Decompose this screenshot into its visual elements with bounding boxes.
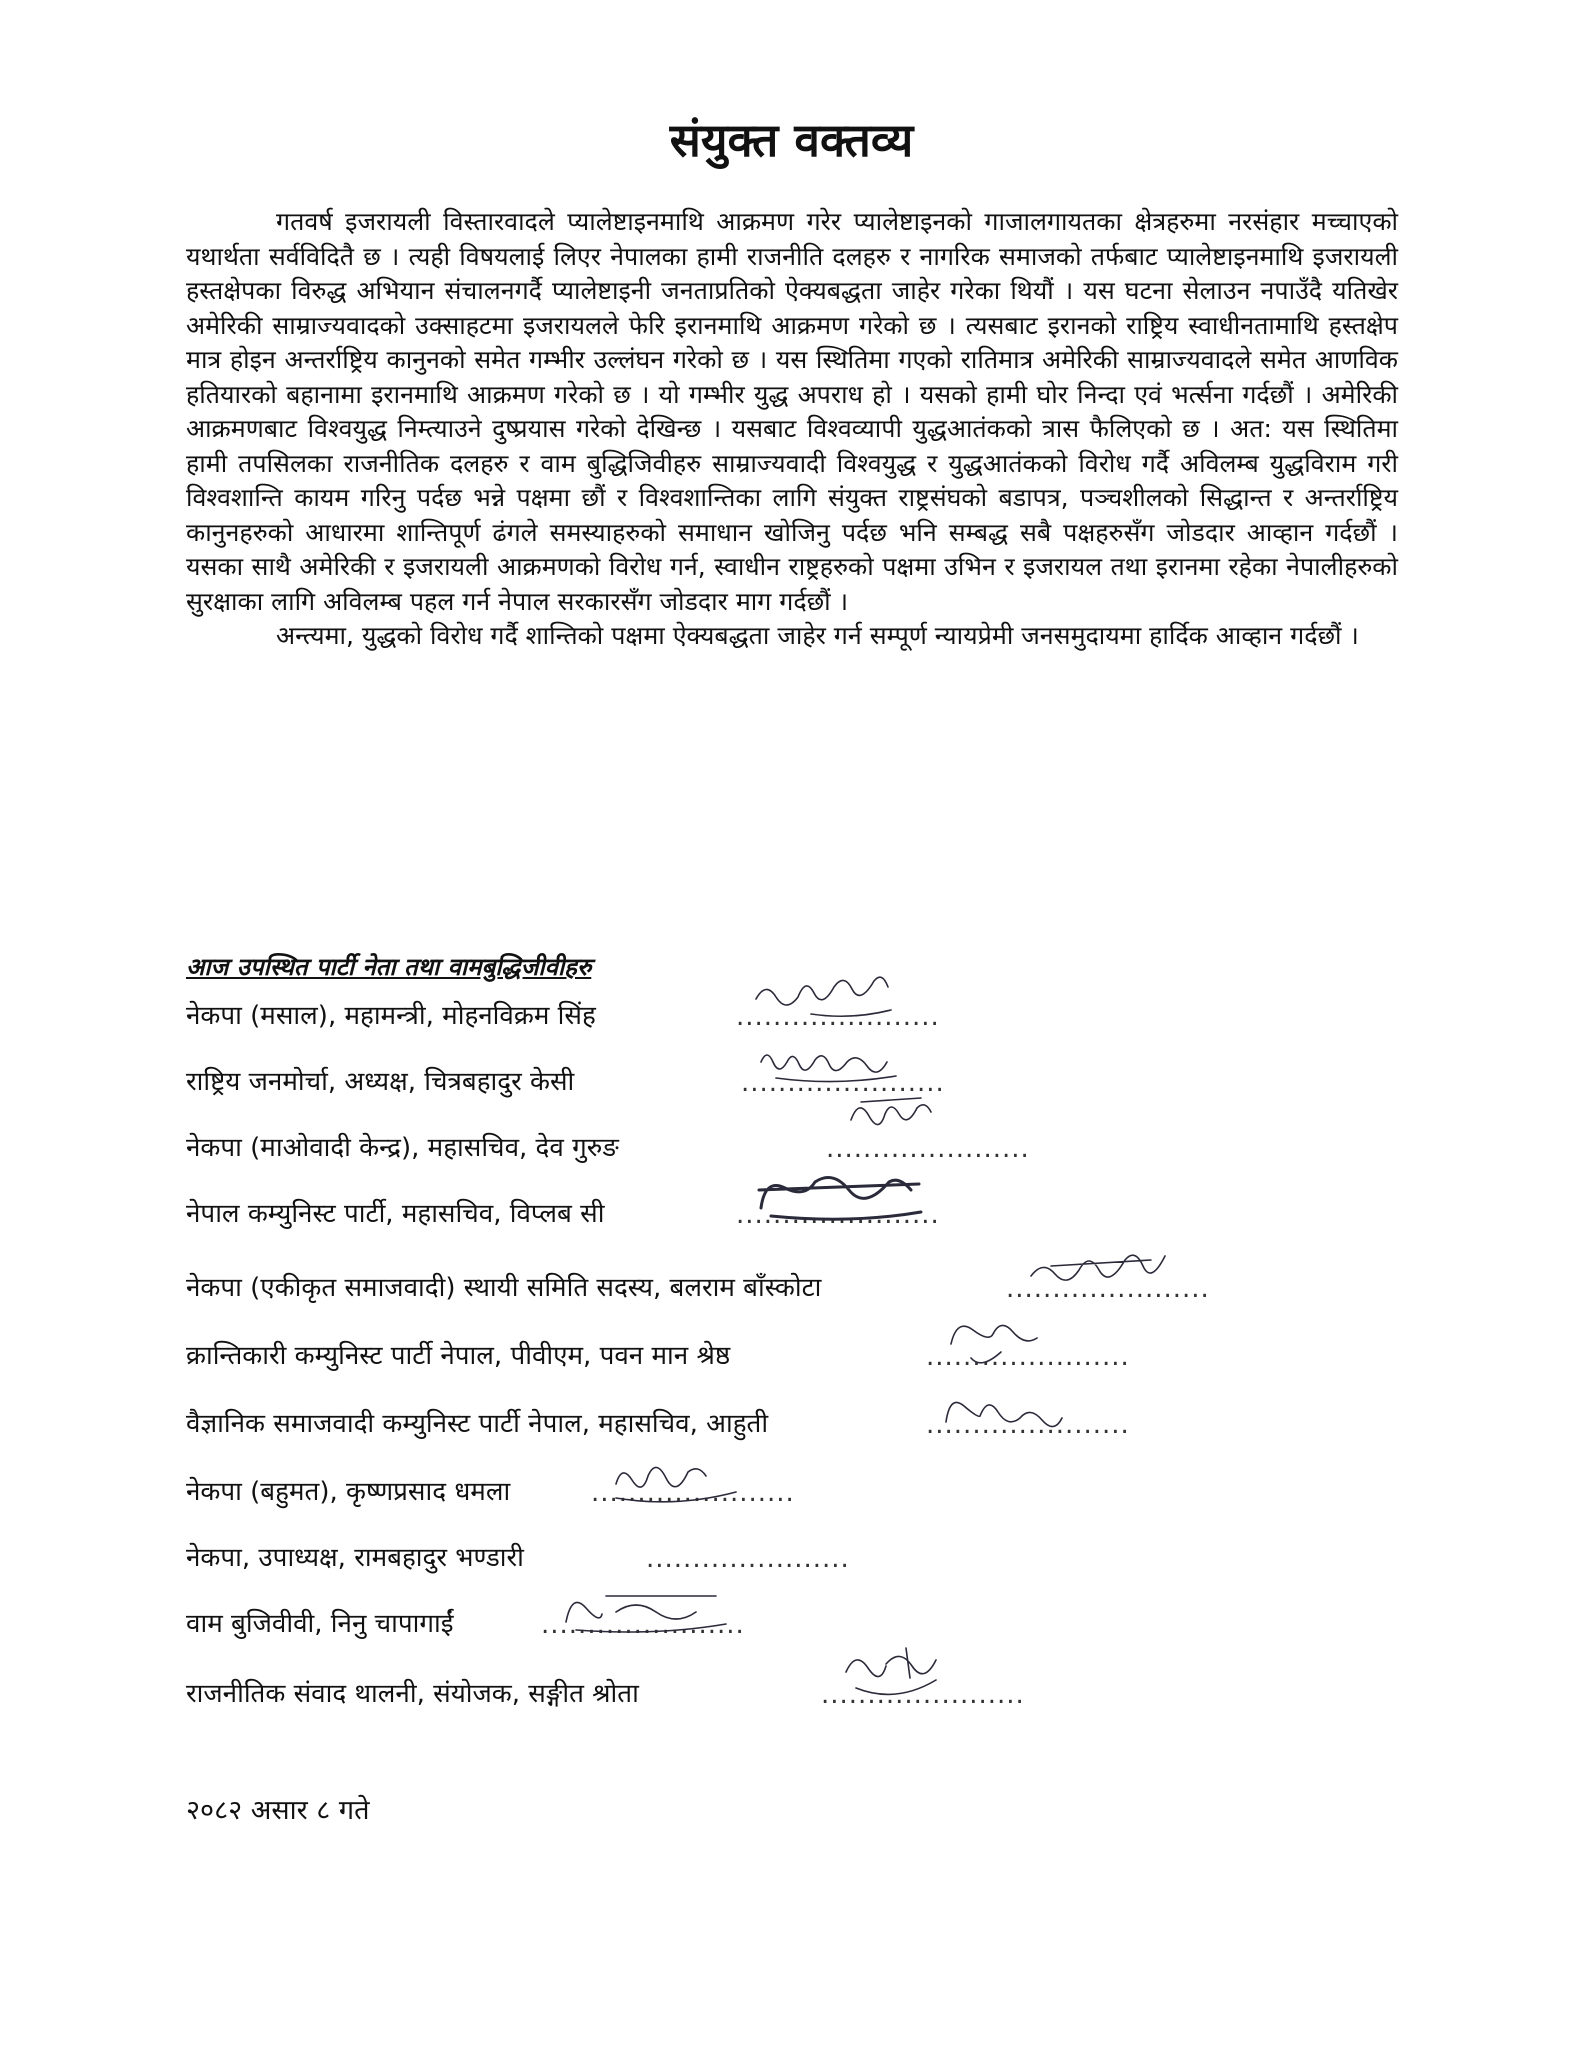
statement-paragraph: गतवर्ष इजरायली विस्तारवादले प्यालेष्टाइनमाथि आक्रमण गरेर प्यालेष्टाइनको गाजालगायतका क्षेत्रहरुमा नरसंहार मच्चाएको यथार्थता सर्वविदितै छ । त्यही विषयलाई लिएर नेपालका हामी राजनीति दलहरु र नागरिक समाजको तर्फबाट प्यालेष्टाइनमाथि इजरायली हस्तक्षेपका विरुद्ध अभियान संचालनगर्दै प्यालेष्टाइनी जनताप्रतिको ऐक्यबद्धता जाहेर गरेका थियौं । यस घटना सेलाउन नपाउँदै यतिखेर अमेरिकी साम्राज्यवादको उक्साहटमा इजरायलले फेरि इरानमाथि आक्रमण गरेको छ । त्यसबाट इरानको राष्ट्रिय स्वाधीनतामाथि हस्तक्षेप मात्र होइन अन्तर्राष्ट्रिय कानुनको समेत गम्भीर उल्लंघन गरेको छ । यस स्थितिमा गएको रातिमात्र अमेरिकी साम्राज्यवादले समेत आणविक हतियारको बहानामा इरानमाथि आक्रमण गरेको छ । यो गम्भीर युद्ध अपराध हो । यसको हामी घोर निन्दा एवं भर्त्सना गर्दछौं । अमेरिकी आक्रमणबाट विश्वयुद्ध निम्त्याउने दुष्प्रयास गरेको देखिन्छ । यसबाट विश्वव्यापी युद्धआतंकको त्रास फैलिएको छ । अत: यस स्थितिमा हामी तपसिलका राजनीतिक दलहरु र वाम बुद्धिजिवीहरु साम्राज्यवादी विश्वयुद्ध र युद्धआतंकको विरोध गर्दै अविलम्ब युद्धविराम गरी विश्वशान्ति कायम गरिनु पर्दछ भन्ने पक्षमा छौं र विश्वशान्तिका लागि संयुक्त राष्ट्रसंघको बडापत्र, पञ्चशीलको सिद्धान्त र अन्तर्राष्ट्रिय कानुनहरुको आधारमा शान्तिपूर्ण ढंगले समस्याहरुको समाधान खोजिनु पर्दछ भनि सम्बद्ध सबै पक्षहरुसँग जोडदार आव्हान गर्दछौं । यसका साथै अमेरिकी र इजरायली आक्रमणको विरोध गर्न, स्वाधीन राष्ट्रहरुको पक्षमा उभिन र इजरायल तथा इरानमा रहेका नेपालीहरुको सुरक्षाका लागि अविलम्ब पहल गर्न नेपाल सरकारसँग जोडदार माग गर्दछौं । — [186, 207, 1398, 616]
signatories-heading: आज उपस्थित पार्टी नेता तथा वामबुद्धिजीवीहरु — [186, 953, 592, 981]
signature-line: ...................... — [1006, 1274, 1210, 1304]
signatory-label: वाम बुजिवीवी, निनु चापागाईं — [186, 1609, 454, 1639]
signatory-list — [186, 988, 1436, 1748]
signatory-label: नेकपा (माओवादी केन्द्र), महासचिव, देव गुरुङ — [186, 1133, 619, 1163]
signatory-row — [186, 1464, 1436, 1514]
document-title: संयुक्त वक्तव्य — [669, 113, 914, 167]
signatory-label: क्रान्तिकारी कम्युनिस्ट पार्टी नेपाल, पीवीएम, पवन मान श्रेष्ठ — [186, 1341, 731, 1371]
signatory-row — [186, 1260, 1436, 1310]
signatory-row — [186, 1054, 1436, 1104]
signatory-label: नेपाल कम्युनिस्ट पार्टी, महासचिव, विप्लब सी — [186, 1199, 605, 1229]
closing-paragraph: अन्त्यमा, युद्धको विरोध गर्दै शान्तिको पक्षमा ऐक्यबद्धता जाहेर गर्न सम्पूर्ण न्यायप्रेमी जनसमुदायमा हार्दिक आव्हान गर्दछौं । — [276, 621, 1359, 650]
signatory-row — [186, 1186, 1436, 1236]
handwritten-signature — [941, 1382, 1091, 1442]
signatory-row — [186, 1120, 1436, 1170]
signatory-row — [186, 1530, 1436, 1580]
signature-line: ...................... — [736, 1200, 940, 1230]
signatory-row — [186, 988, 1436, 1038]
signatory-label: राष्ट्रिय जनमोर्चा, अध्यक्ष, चित्रबहादुर केसी — [186, 1067, 575, 1097]
handwritten-signature — [941, 1314, 1071, 1374]
document-date: २०८२ असार ८ गते — [186, 1795, 370, 1826]
signatory-row — [186, 1328, 1436, 1378]
signature-line: ...................... — [741, 1068, 945, 1098]
signatory-row — [186, 1396, 1436, 1446]
handwritten-signature — [751, 974, 911, 1034]
signatory-row — [186, 1666, 1436, 1716]
handwritten-signature — [841, 1090, 951, 1150]
signatory-label: नेकपा (मसाल), महामन्त्री, मोहनविक्रम सिंह — [186, 1001, 596, 1031]
signatory-row — [186, 1596, 1436, 1646]
signatory-label: नेकपा (बहुमत), कृष्णप्रसाद धमला — [186, 1477, 511, 1507]
signatory-label: नेकपा, उपाध्यक्ष, रामबहादुर भण्डारी — [186, 1543, 524, 1573]
signature-line: ...................... — [541, 1610, 745, 1640]
handwritten-signature — [606, 1450, 756, 1510]
signatory-label: वैज्ञानिक समाजवादी कम्युनिस्ट पार्टी नेपाल, महासचिव, आहुती — [186, 1409, 769, 1439]
statement-body — [186, 205, 1398, 654]
signature-line: ...................... — [926, 1410, 1130, 1440]
signature-line: ...................... — [926, 1342, 1130, 1372]
signature-line: ...................... — [736, 1002, 940, 1032]
signature-line: ...................... — [591, 1478, 795, 1508]
handwritten-signature — [556, 1582, 746, 1642]
signature-line: ...................... — [646, 1544, 850, 1574]
handwritten-signature — [751, 1172, 941, 1232]
signature-line: ...................... — [821, 1680, 1025, 1710]
signature-line: ...................... — [826, 1134, 1030, 1164]
handwritten-signature — [1021, 1246, 1191, 1306]
signatory-label: राजनीतिक संवाद थालनी, संयोजक, सङ्गीत श्रोता — [186, 1679, 639, 1709]
signatory-label: नेकपा (एकीकृत समाजवादी) स्थायी समिति सदस्य, बलराम बाँस्कोटा — [186, 1273, 822, 1303]
handwritten-signature — [836, 1642, 976, 1702]
